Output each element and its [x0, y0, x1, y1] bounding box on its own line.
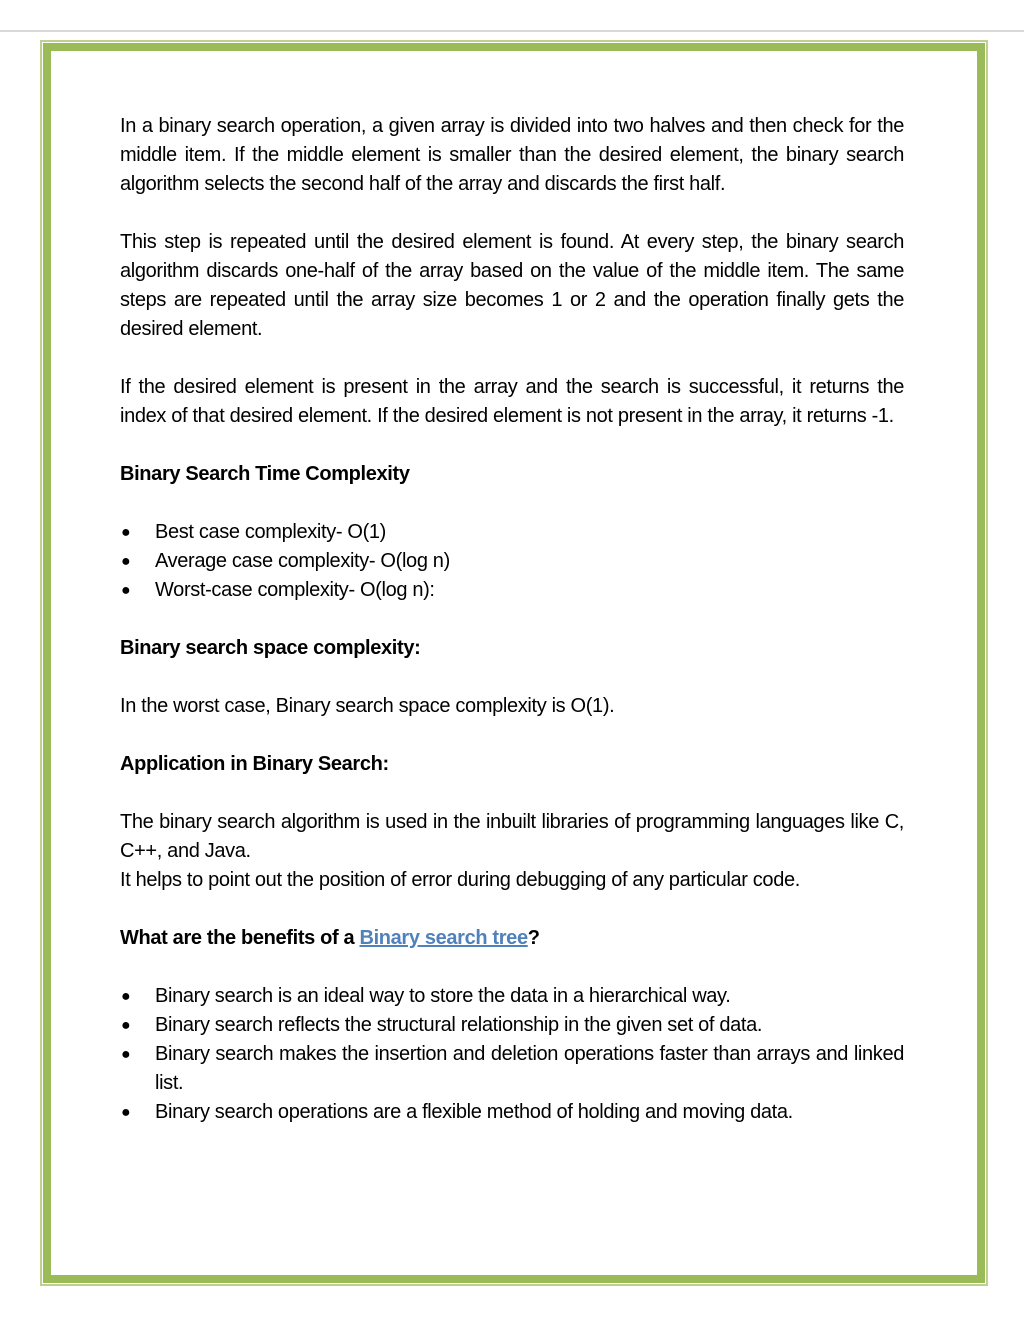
time-complexity-list [120, 518, 904, 605]
paragraph-binary-search-result: If the desired element is present in the array and the search is successful, it returns the index of that desired element. If the desired element is not present in the array, it returns -1. [120, 376, 904, 427]
bullet-icon: ● [121, 1017, 131, 1034]
heading-space-complexity: Binary search space complexity: [120, 637, 421, 659]
bullet-icon: ● [121, 988, 131, 1005]
bullet-icon: ● [121, 582, 131, 599]
bullet-icon: ● [121, 1104, 131, 1121]
heading-time-complexity: Binary Search Time Complexity [120, 463, 410, 485]
paragraph-space-complexity: In the worst case, Binary search space complexity is O(1). [120, 695, 615, 717]
benefits-question-prefix: What are the benefits of a [120, 927, 360, 949]
list-item-text: Binary search is an ideal way to store the data in a hierarchical way. [155, 985, 731, 1007]
list-item [120, 982, 904, 1011]
benefits-question-suffix: ? [527, 927, 540, 949]
paragraph-application-debugging: It helps to point out the position of error during debugging of any particular code. [120, 869, 800, 891]
benefits-list [120, 982, 904, 1127]
heading-application: Application in Binary Search: [120, 753, 389, 775]
bullet-icon: ● [121, 524, 131, 541]
list-item [120, 1040, 904, 1098]
paragraph-binary-search-intro: In a binary search operation, a given array is divided into two halves and then check for the middle item. If the middle element is smaller than the desired element, the binary search algorithm selects the second half of the array and discards the first half. [120, 115, 904, 195]
list-item-text: Average case complexity- O(log n) [155, 550, 450, 572]
list-item [120, 1011, 904, 1040]
list-item [120, 547, 904, 576]
paragraph-application-group [120, 808, 904, 895]
list-item-text: Best case complexity- O(1) [155, 521, 386, 543]
binary-search-tree-link[interactable]: Binary search tree [359, 927, 528, 949]
list-item-text: Binary search makes the insertion and deletion operations faster than arrays and linked list. [155, 1043, 904, 1094]
bullet-icon: ● [121, 553, 131, 570]
paragraph-application-libraries: The binary search algorithm is used in the inbuilt libraries of programming languages like C, C++, and Java. [120, 811, 904, 862]
heading-benefits-question [120, 924, 904, 953]
document-content [120, 112, 904, 1127]
list-item [120, 518, 904, 547]
list-item [120, 576, 904, 605]
page-top-edge-line [0, 30, 1024, 32]
list-item [120, 1098, 904, 1127]
paragraph-binary-search-steps: This step is repeated until the desired element is found. At every step, the binary search algorithm discards one-half of the array based on the value of the middle item. The same steps are repeated until the array size becomes 1 or 2 and the operation finally gets the desired element. [120, 231, 904, 340]
list-item-text: Worst-case complexity- O(log n): [155, 579, 435, 601]
bullet-icon: ● [121, 1046, 131, 1063]
list-item-text: Binary search operations are a flexible method of holding and moving data. [155, 1101, 793, 1123]
list-item-text: Binary search reflects the structural relationship in the given set of data. [155, 1014, 763, 1036]
